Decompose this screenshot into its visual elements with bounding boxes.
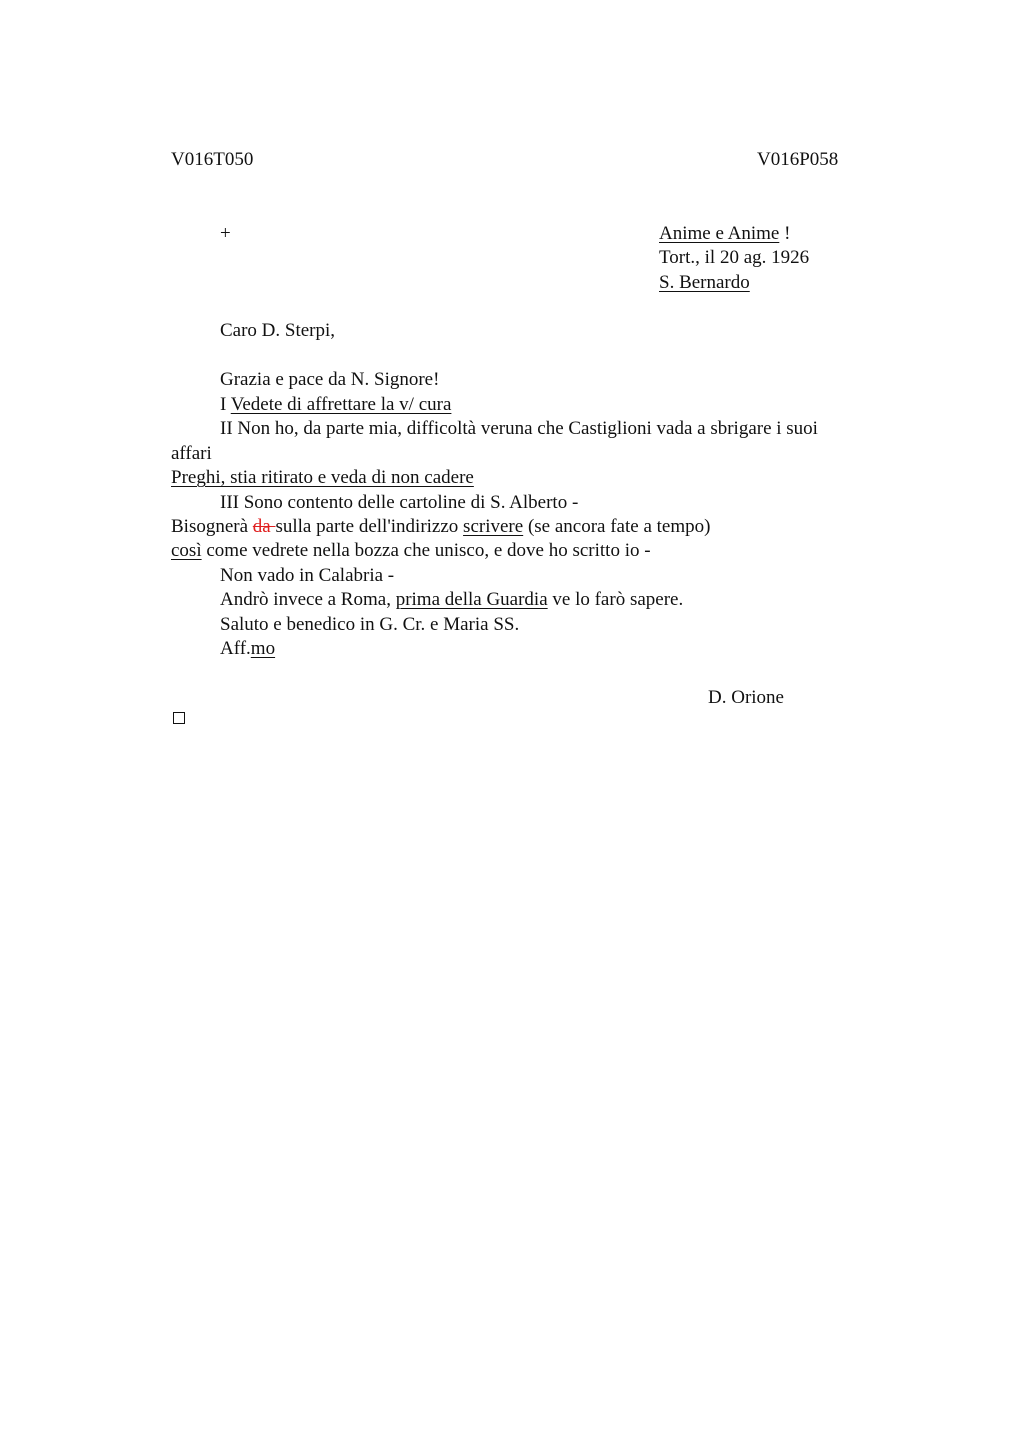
bisognera-start: Bisognerà xyxy=(171,516,253,537)
place-date: Tort., il 20 ag. 1926 xyxy=(659,247,810,268)
left-reference-code: V016T050 xyxy=(171,149,254,170)
greeting: Grazia e pace da N. Signore! xyxy=(220,369,440,390)
roma-end: ve lo farò sapere. xyxy=(547,589,684,610)
motto-underlined: Anime e Anime xyxy=(659,223,780,244)
cosi-line xyxy=(171,541,651,560)
point-one xyxy=(220,395,451,414)
saluto-line: Saluto e benedico in G. Cr. e Maria SS. xyxy=(220,614,520,635)
bisognera-middle: sulla parte dell'indirizzo xyxy=(275,516,464,537)
roma-underlined: prima della Guardia xyxy=(395,589,548,610)
point-one-text: Vedete di affrettare la v/ cura xyxy=(230,394,452,415)
roma-start: Andrò invece a Roma, xyxy=(220,589,396,610)
point-two-line-1: II Non ho, da parte mia, difficoltà veruna che Castiglioni vada a sbrigare i suoi xyxy=(220,418,818,439)
closing-start: Aff. xyxy=(220,638,251,659)
saint-day: S. Bernardo xyxy=(659,272,750,293)
salutation: Caro D. Sterpi, xyxy=(220,320,336,341)
bisognera-line xyxy=(171,517,710,536)
calabria-line: Non vado in Calabria - xyxy=(220,565,395,586)
bisognera-end: (se ancora fate a tempo) xyxy=(523,516,711,537)
point-three: III Sono contento delle cartoline di S. Alberto - xyxy=(220,492,579,513)
point-two-line-2: affari xyxy=(171,443,212,464)
closing-line xyxy=(220,639,275,658)
bisognera-underlined: scrivere xyxy=(463,516,524,537)
motto-suffix: ! xyxy=(779,223,791,244)
cross-mark: + xyxy=(220,223,231,244)
closing-underlined: mo xyxy=(250,638,276,659)
deleted-word: da xyxy=(252,516,276,537)
motto-line xyxy=(659,224,790,243)
cosi-rest: come vedrete nella bozza che unisco, e dove ho scritto io - xyxy=(201,540,651,561)
right-reference-code: V016P058 xyxy=(757,149,839,170)
empty-box-icon xyxy=(173,712,185,724)
point-two-note: Preghi, stia ritirato e veda di non cadere xyxy=(171,467,474,488)
cosi-underlined: così xyxy=(171,540,202,561)
roma-line xyxy=(220,590,683,609)
signature: D. Orione xyxy=(708,687,784,708)
point-one-number: I xyxy=(220,394,231,415)
